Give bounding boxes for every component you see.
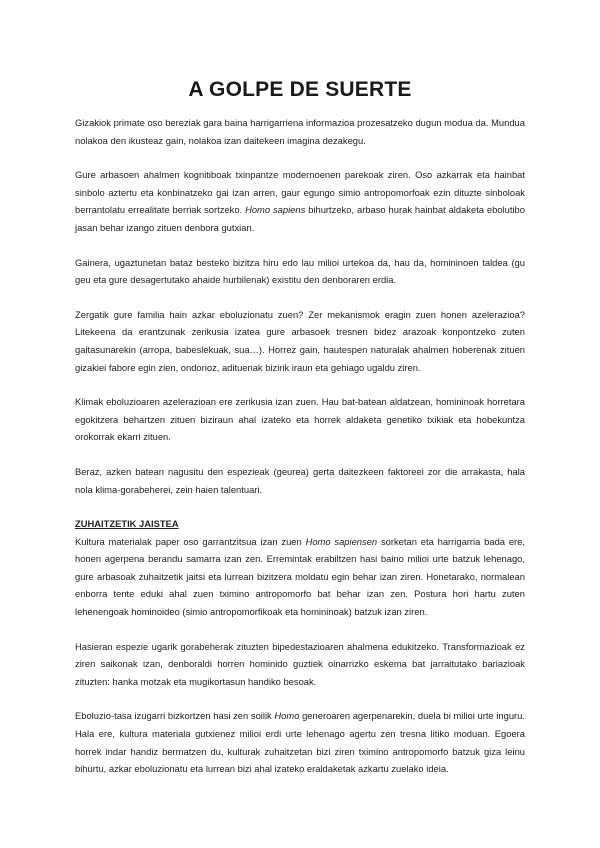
document-title: A GOLPE DE SUERTE — [188, 78, 412, 101]
paragraph-text: Kultura materialak paper oso garrantzitsua izan zuen — [75, 535, 306, 547]
paragraph-text: Hasieran espezie ugarik gorabeherak zituzten bipedestazioaren ahalmena edukitzeko. Transformazioak ez ziren saikonak izan, denboraldi horren hominido guztiek oinarrizko eskema bat jarraitutako bariazioak zituzten: hanka motzak eta mugikortasun handiko besoak. — [75, 640, 525, 687]
paragraph-text: Beraz, azken batean nagusitu den espezieak (geurea) gerta daitezkeen faktoreei zor die arrakasta, hala nola klima-gorabeherei, zein haien talentuari. — [75, 465, 525, 495]
paragraph-1 — [75, 114, 525, 149]
paragraph-text: Gizakiok primate oso bereziak gara baina harrigarriena informazioa prozesatzeko dugun modua da. Mundua nolakoa den ikusteaz gain, nolakoa izan daitekeen imagina dezakegu. — [75, 117, 525, 146]
paragraph-text: Klimak eboluzioaren azelerazioan ere zerikusia izan zuen. Hau bat-batean aldatzean, homininoak horretara egokitzera behartzen zituen biziraun ahal izateko eta horrek aldaketa genetiko txikiak eta hobekuntza orokorrak ekarri zituen. — [75, 396, 525, 443]
section-paragraph-3 — [75, 707, 525, 777]
paragraph-4 — [75, 306, 525, 376]
paragraph-6 — [75, 463, 525, 498]
italic-term: Homo sapiensen — [305, 535, 378, 547]
paragraph-text: sorketan eta harrigarria bada ere, honen agerpena berandu samarra izan zen. Erremintak erabiltzen hasi baino milioi urte batzuk lehenago, gure arbasoak zuhaitzetik jaitsi eta lurrean bizitzera moldatu egin behar izan ziren. Honetarako, normalean enborra tente eduki ahal zuen tximino antropomorfo bat behar izan zen. Postura hori hartu zuten lehenengoak hominoideo (simio antropomorfikoak eta homininoak) batzuk izan ziren. — [75, 535, 525, 618]
paragraph-5 — [75, 393, 525, 446]
section-heading: ZUHAITZETIK JAISTEA — [75, 518, 179, 530]
paragraph-text: generoaren agerpenarekin, duela bi milioi urte inguru. Hala ere, kultura materiala gutxienez milioi erdi urte lehenago agertu zen tresna litiko moduan. Egoera horrek indar handiz bermatzen du, kulturak zuhaitzetan bizi ziren tximino antropomorfo batzuk giza leinu bihurtu, azkar eboluzionatu eta lurrean bizi ahal izateko eraldaketak azkartu zuelako ideia. — [75, 710, 525, 775]
section-paragraph-1 — [75, 533, 525, 621]
italic-term: Homo — [274, 710, 300, 722]
paragraph-3 — [75, 254, 525, 289]
paragraph-text: Eboluzio-tasa izugarri bizkortzen hasi zen soilik — [75, 710, 275, 722]
paragraph-text: Gure arbasoen ahalmen kognitiboak txinpantze modernoenen parekoak ziren. Oso azkarrak eta hainbat sinbolo aztertu eta konbinatzeko gai izan arren, gaur egungo simio antropomorfoak ezin dituzte sinboloak berrantolatu errealitate berriak sortzeko. — [75, 169, 525, 216]
paragraph-text: Gainera, ugaztunetan bataz besteko bizitza hiru edo lau milioi urtekoa da, hau da, homininoen taldea (gu geu eta gure desagertutako ahaide hurbilenak) existitu den denboraren erdia. — [75, 256, 525, 286]
paragraph-text: Zergatik gure familia hain azkar eboluzionatu zuen? Zer mekanismok eragin zuen honen azelerazioa? Litekeena da erantzunak zerikusia izatea gure arbasoek tresnen bidez arazoak konpontzeko zuten gaitasunarekin (arropa, babeslekuak, sua…). Horrez gain, hautespen naturalak ahalmen hoberenak zituen gizakiei fabore egin zien, ondorioz, adituenak bizirik iraun eta gehiago ugaldu ziren. — [75, 308, 525, 373]
section-paragraph-2 — [75, 638, 525, 691]
italic-term: Homo sapiens — [245, 204, 306, 216]
paragraph-2 — [75, 166, 525, 236]
paragraph-text: bihurtzeko, arbaso hurak hainbat aldaketa ebolutibo jasan behar izango zituen denbora gutxian. — [75, 204, 525, 233]
